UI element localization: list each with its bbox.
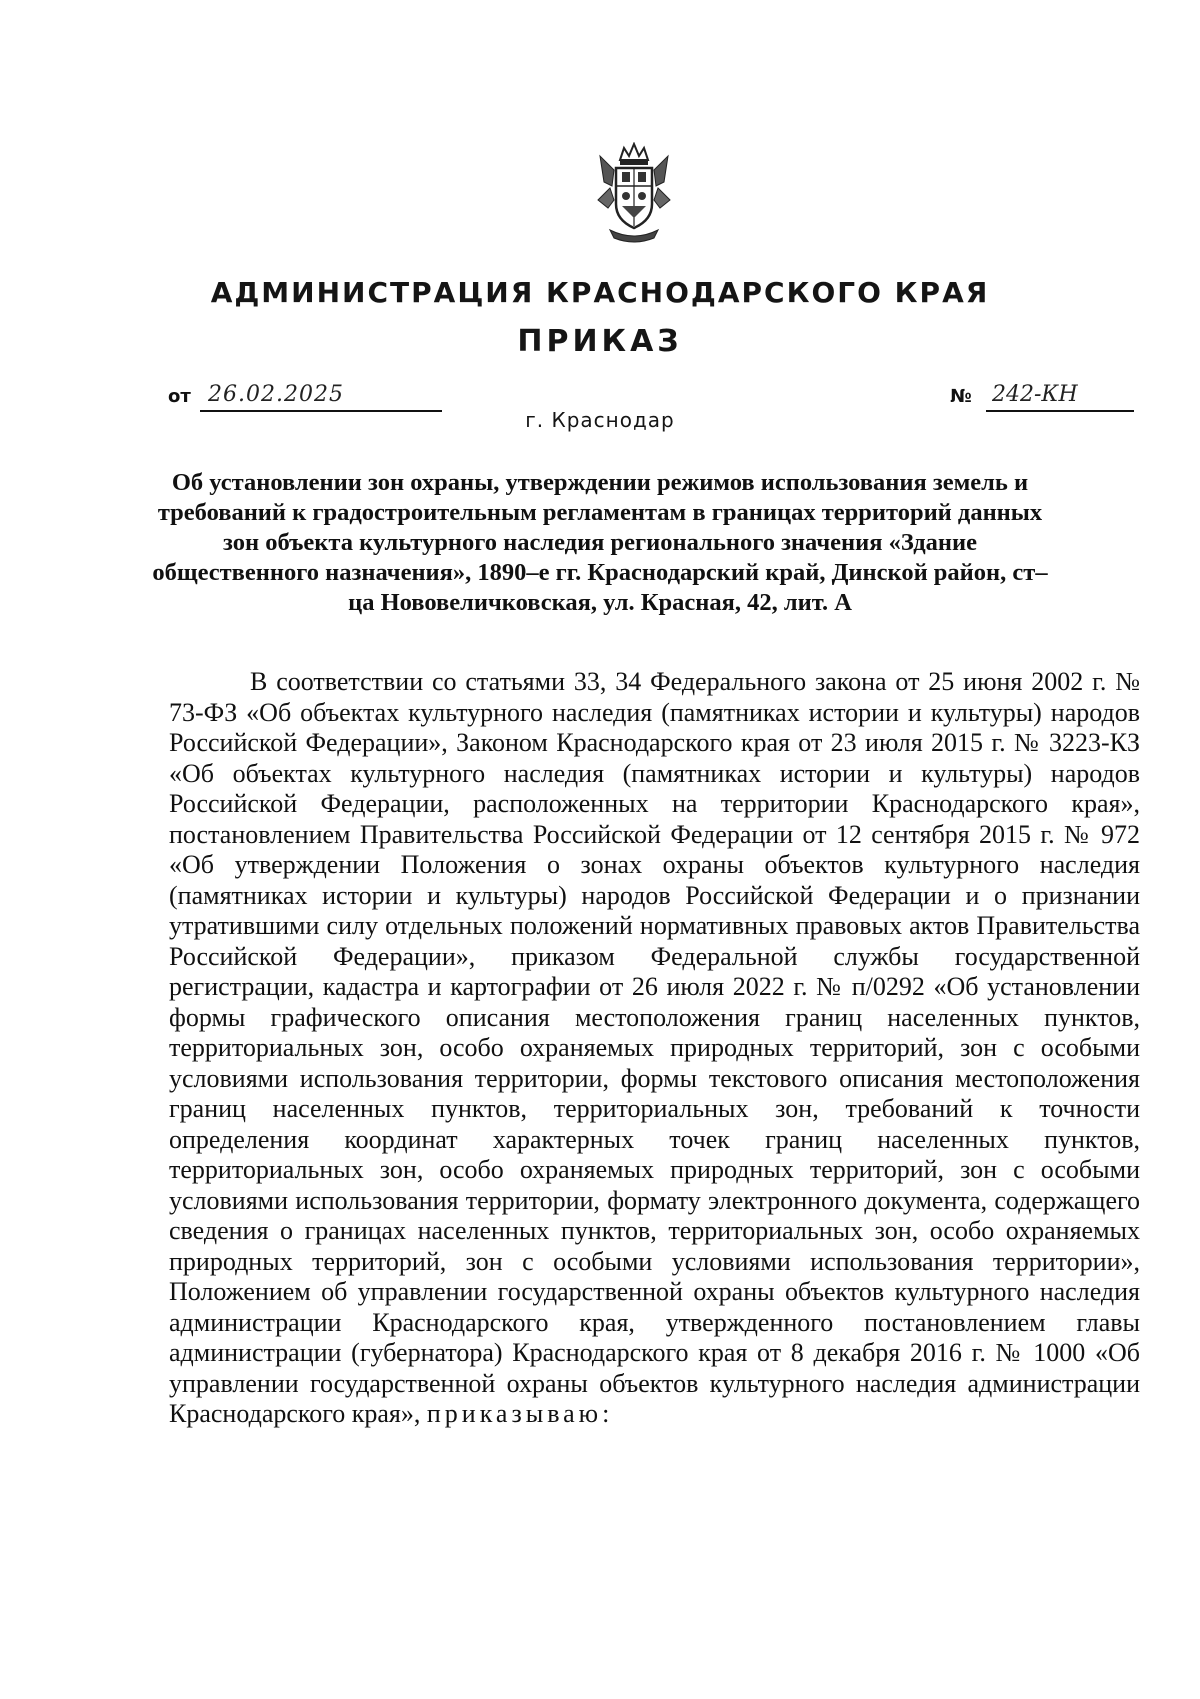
- body-text: В соответствии со статьями 33, 34 Федерального закона от 25 июня 2002 г. № 73-ФЗ «Об объектах культурного наследия (памятниках истории и культуры) народов Российской Федерации», Законом Краснодарского края от 23 июля 2015 г. № 3223-КЗ «Об объектах культурного наследия (памятниках истории и культуры) народов Российской Федерации, расположенных на территории Краснодарского края», постановлением Правительства Российской Федерации от 12 сентября 2015 г. № 972 «Об утверждении Положения о зонах охраны объектов культурного наследия (памятниках истории и культуры) народов Российской Федерации и о признании утратившими силу отдельных положений нормативных правовых актов Правительства Российской Федерации», приказом Федеральной службы государственной регистрации, кадастра и картографии от 26 июля 2022 г. № п/0292 «Об установлении формы графического описания местоположения границ населенных пунктов, территориальных зон, особо охраняемых природных территорий, зон с особыми условиями использования территории, формы текстового описания местоположения границ населенных пунктов, территориальных зон, требований к точности определения координат характерных точек границ населенных пунктов, территориальных зон, особо охраняемых природных территорий, зон с особыми условиями использования территории, формату электронного документа, содержащего сведения о границах населенных пунктов, территориальных зон, особо охраняемых природных территорий, зон с особыми условиями использования территории», Положением об управлении государственной охраны объектов культурного наследия администрации Краснодарского края, утвержденного постановлением главы администрации (губернатора) Краснодарского края от 8 декабря 2016 г. № 1000 «Об управлении государственной охраны объектов культурного наследия администрации Краснодарского края»,: [169, 667, 1140, 1428]
- organization-title: АДМИНИСТРАЦИЯ КРАСНОДАРСКОГО КРАЯ: [210, 276, 990, 309]
- handwritten-number: 242-КН: [992, 382, 1078, 407]
- handwritten-date: 26.02.2025: [208, 382, 344, 407]
- number-prefix: №: [950, 386, 972, 407]
- body-paragraph: [169, 667, 1140, 1430]
- city: г. Краснодар: [525, 408, 675, 432]
- date-prefix: от: [168, 386, 191, 407]
- document-heading: Об установлении зон охраны, утверждении режимов использования земель и требований к градостроительным регламентам в границах территорий данных зон объекта культурного наследия регионального значения «Здание общественного назначения», 1890–е гг. Краснодарский край, Динской район, ст–ца Нововеличковская, ул. Красная, 42, лит. А: [152, 469, 1048, 616]
- document-type: ПРИКАЗ: [517, 324, 683, 359]
- closing-word: приказываю:: [426, 1399, 614, 1428]
- krasnodar-coat-of-arms-icon: [596, 142, 672, 244]
